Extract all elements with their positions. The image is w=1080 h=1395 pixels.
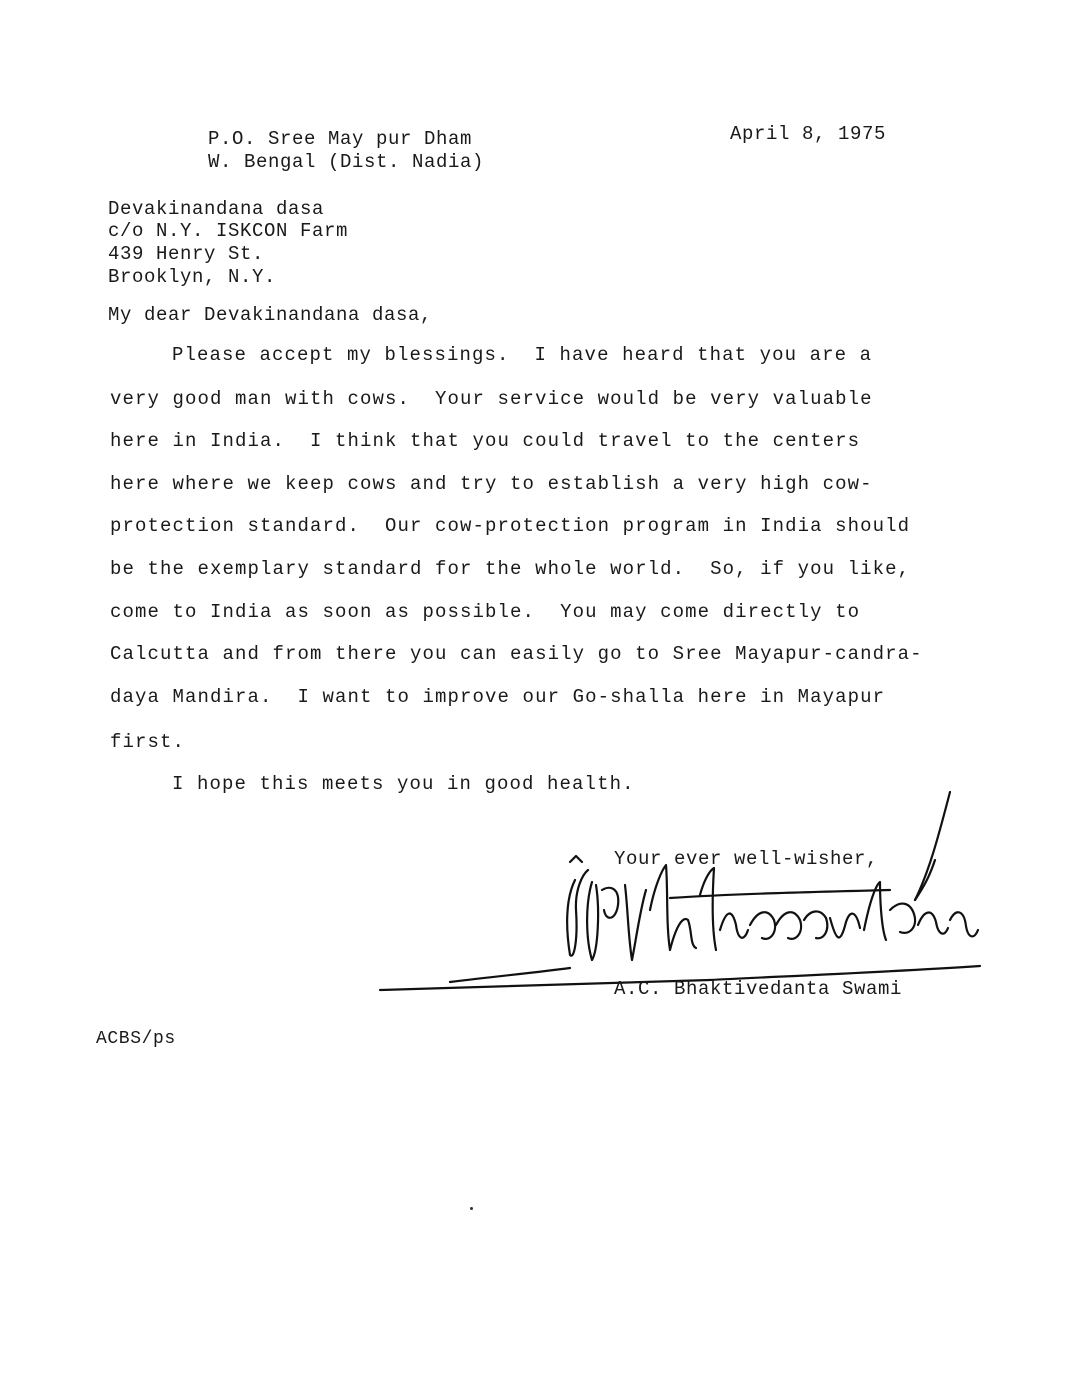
body-line: Calcutta and from there you can easily go to Sree Mayapur-candra- [110,643,923,665]
recipient-street: 439 Henry St. [108,243,265,265]
body-line: be the exemplary standard for the whole world. So, if you like, [110,558,911,580]
signer-name: A.C. Bhaktivedanta Swami [614,978,903,1000]
closing-paragraph: I hope this meets you in good health. [172,773,635,795]
sender-address-line-1: P.O. Sree May pur Dham [208,128,473,150]
body-line: here where we keep cows and try to establish a very high cow- [110,473,873,495]
body-line: protection standard. Our cow-protection program in India should [110,515,911,537]
paper-speck [470,1207,473,1210]
recipient-name: Devakinandana dasa [108,198,325,220]
recipient-city: Brooklyn, N.Y. [108,266,277,288]
reference-initials: ACBS/ps [96,1029,176,1049]
sender-address-line-2: W. Bengal (Dist. Nadia) [208,151,485,173]
body-line: very good man with cows. Your service would be very valuable [110,388,873,410]
body-line: Please accept my blessings. I have heard that you are a [172,344,873,366]
closing-line: Your ever well-wisher, [614,848,879,870]
body-line: first. [110,731,186,753]
body-line: come to India as soon as possible. You may come directly to [110,601,861,623]
body-line: daya Mandira. I want to improve our Go-shalla here in Mayapur [110,686,886,708]
recipient-care-of: c/o N.Y. ISKCON Farm [108,220,349,242]
handwritten-signature [370,790,990,1000]
body-line: here in India. I think that you could travel to the centers [110,430,861,452]
salutation: My dear Devakinandana dasa, [108,304,433,326]
letter-date: April 8, 1975 [730,123,887,145]
